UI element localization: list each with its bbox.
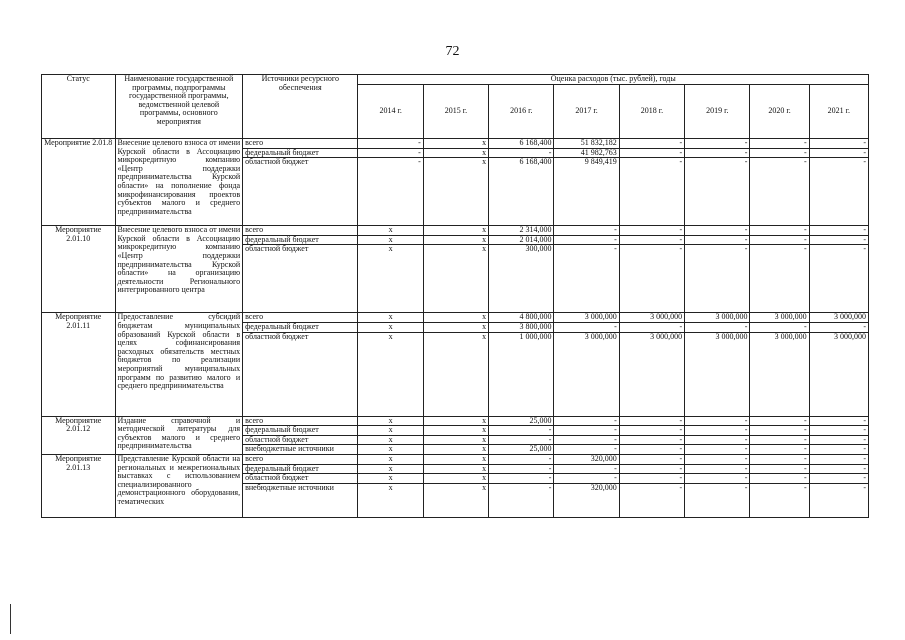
status-cell: Мероприятие 2.01.8 [42, 139, 116, 226]
value-cell: - [489, 426, 554, 436]
value-cell: - [358, 148, 423, 158]
value-cell: - [809, 464, 868, 474]
value-cell: - [619, 226, 684, 236]
value-cell: - [489, 464, 554, 474]
value-cell: - [750, 148, 809, 158]
value-cell: x [358, 454, 423, 464]
value-cell: - [750, 435, 809, 445]
value-cell: - [619, 322, 684, 332]
status-cell: Мероприятие 2.01.13 [42, 454, 116, 517]
value-cell: - [750, 139, 809, 149]
value-cell: - [685, 474, 750, 484]
value-cell: - [685, 226, 750, 236]
value-cell: - [750, 445, 809, 455]
value-cell: - [809, 426, 868, 436]
source-cell: областной бюджет [243, 474, 358, 484]
source-cell: федеральный бюджет [243, 235, 358, 245]
value-cell: - [554, 435, 619, 445]
value-cell: - [619, 148, 684, 158]
value-cell: - [809, 158, 868, 226]
value-cell: 1 000,000 [489, 332, 554, 416]
value-cell: - [750, 426, 809, 436]
value-cell: 320,000 [554, 454, 619, 464]
event-name-cell: Внесение целевого взноса от имени Курской области в Ассоциацию микрокредитную компанию «Центр поддержки предпринимательства Курской области» на организацию деятельности Регионального интегрированного центра [115, 226, 243, 313]
value-cell: x [423, 322, 488, 332]
value-cell: - [809, 454, 868, 464]
value-cell: - [750, 483, 809, 517]
value-cell: x [358, 332, 423, 416]
value-cell: x [358, 235, 423, 245]
value-cell: - [358, 158, 423, 226]
value-cell: 2 014,000 [489, 235, 554, 245]
value-cell: - [554, 474, 619, 484]
value-cell: - [750, 245, 809, 313]
header-year: 2021 г. [809, 85, 868, 139]
header-name: Наименование государственной программы, подпрограммы государственной программы, ведомственной целевой программы, основного мероприятия [115, 75, 243, 139]
status-cell: Мероприятие 2.01.11 [42, 313, 116, 416]
value-cell: - [685, 454, 750, 464]
value-cell: - [489, 454, 554, 464]
value-cell: x [358, 474, 423, 484]
value-cell: - [750, 474, 809, 484]
value-cell: - [750, 416, 809, 426]
source-cell: всего [243, 226, 358, 236]
header-year: 2020 г. [750, 85, 809, 139]
value-cell: - [554, 226, 619, 236]
table-row [42, 454, 869, 464]
table-row [42, 226, 869, 236]
source-cell: федеральный бюджет [243, 426, 358, 436]
source-cell: всего [243, 454, 358, 464]
value-cell: x [358, 322, 423, 332]
value-cell: - [750, 226, 809, 236]
source-cell: федеральный бюджет [243, 322, 358, 332]
value-cell: x [423, 426, 488, 436]
expenditure-table [41, 74, 869, 518]
value-cell: 3 000,000 [750, 313, 809, 323]
header-year: 2014 г. [358, 85, 423, 139]
value-cell: - [809, 483, 868, 517]
value-cell: - [619, 139, 684, 149]
value-cell: - [619, 483, 684, 517]
value-cell: 300,000 [489, 245, 554, 313]
value-cell: - [809, 322, 868, 332]
value-cell: x [423, 332, 488, 416]
value-cell: x [358, 464, 423, 474]
header-year: 2018 г. [619, 85, 684, 139]
value-cell: 3 000,000 [750, 332, 809, 416]
header-year: 2015 г. [423, 85, 488, 139]
source-cell: внебюджетные источники [243, 445, 358, 455]
value-cell: - [685, 158, 750, 226]
value-cell: 6 168,400 [489, 139, 554, 149]
value-cell: x [423, 483, 488, 517]
value-cell: 4 800,000 [489, 313, 554, 323]
header-estimate: Оценка расходов (тыс. рублей), годы [358, 75, 869, 85]
value-cell: x [423, 148, 488, 158]
value-cell: - [809, 235, 868, 245]
value-cell: 3 000,000 [685, 332, 750, 416]
header-sources: Источники ресурсного обеспечения [243, 75, 358, 139]
value-cell: - [809, 474, 868, 484]
value-cell: - [554, 245, 619, 313]
value-cell: 3 800,000 [489, 322, 554, 332]
value-cell: - [750, 235, 809, 245]
value-cell: - [685, 464, 750, 474]
value-cell: 3 000,000 [619, 332, 684, 416]
value-cell: - [619, 416, 684, 426]
value-cell: x [358, 245, 423, 313]
value-cell: x [423, 454, 488, 464]
source-cell: всего [243, 416, 358, 426]
value-cell: x [423, 245, 488, 313]
value-cell: x [423, 158, 488, 226]
event-name-cell: Внесение целевого взноса от имени Курской области в Ассоциацию микрокредитную компанию «Центр поддержки предпринимательства Курской области» на пополнение фонда микрофинансирования проектов субъектов малого и среднего предпринимательства [115, 139, 243, 226]
value-cell: - [685, 435, 750, 445]
value-cell: - [685, 245, 750, 313]
value-cell: - [809, 445, 868, 455]
value-cell: - [489, 148, 554, 158]
value-cell: - [809, 226, 868, 236]
value-cell: x [423, 445, 488, 455]
value-cell: - [619, 426, 684, 436]
value-cell: x [423, 313, 488, 323]
value-cell: - [685, 139, 750, 149]
value-cell: - [554, 445, 619, 455]
value-cell: - [750, 158, 809, 226]
value-cell: - [619, 445, 684, 455]
source-cell: федеральный бюджет [243, 464, 358, 474]
value-cell: - [809, 245, 868, 313]
value-cell: - [685, 235, 750, 245]
source-cell: областной бюджет [243, 158, 358, 226]
value-cell: - [489, 435, 554, 445]
value-cell: 320,000 [554, 483, 619, 517]
source-cell: всего [243, 139, 358, 149]
value-cell: 9 849,419 [554, 158, 619, 226]
source-cell: внебюджетные источники [243, 483, 358, 517]
value-cell: x [423, 139, 488, 149]
value-cell: - [685, 322, 750, 332]
value-cell: - [619, 435, 684, 445]
source-cell: областной бюджет [243, 435, 358, 445]
value-cell: 51 832,182 [554, 139, 619, 149]
value-cell: - [554, 426, 619, 436]
value-cell: - [619, 454, 684, 464]
value-cell: x [358, 313, 423, 323]
source-cell: федеральный бюджет [243, 148, 358, 158]
table-body [42, 139, 869, 518]
header-year: 2016 г. [489, 85, 554, 139]
source-cell: областной бюджет [243, 332, 358, 416]
page-number: 72 [445, 44, 460, 59]
source-cell: всего [243, 313, 358, 323]
event-name-cell: Издание справочной и методической литературы для субъектов малого и среднего предпринимательства [115, 416, 243, 454]
value-cell: - [685, 148, 750, 158]
value-cell: 2 314,000 [489, 226, 554, 236]
value-cell: 3 000,000 [554, 313, 619, 323]
value-cell: 25,000 [489, 445, 554, 455]
value-cell: - [809, 148, 868, 158]
value-cell: 3 000,000 [685, 313, 750, 323]
status-cell: Мероприятие 2.01.10 [42, 226, 116, 313]
value-cell: - [685, 416, 750, 426]
event-name-cell: Предоставление субсидий бюджетам муниципальных образований Курской области в целях софинансирования расходных обязательств местных бюджетов по реализации мероприятий муниципальных программ по развитию малого и среднего предпринимательства [115, 313, 243, 416]
value-cell: x [358, 435, 423, 445]
value-cell: - [619, 474, 684, 484]
value-cell: - [809, 139, 868, 149]
value-cell: - [554, 464, 619, 474]
value-cell: x [358, 483, 423, 517]
value-cell: - [750, 322, 809, 332]
value-cell: 3 000,000 [554, 332, 619, 416]
value-cell: - [685, 445, 750, 455]
value-cell: - [619, 464, 684, 474]
value-cell: - [685, 426, 750, 436]
value-cell: - [358, 139, 423, 149]
status-cell: Мероприятие 2.01.12 [42, 416, 116, 454]
value-cell: x [423, 416, 488, 426]
value-cell: 41 982,763 [554, 148, 619, 158]
value-cell: - [809, 435, 868, 445]
value-cell: - [554, 322, 619, 332]
header-year: 2019 г. [685, 85, 750, 139]
value-cell: - [809, 416, 868, 426]
value-cell: - [619, 235, 684, 245]
value-cell: - [554, 235, 619, 245]
value-cell: x [423, 474, 488, 484]
event-name-cell: Представление Курской области на региональных и межрегиональных выставках с использованием специализированного демонстрационного оборудования, тематических [115, 454, 243, 517]
header-year: 2017 г. [554, 85, 619, 139]
value-cell: - [489, 474, 554, 484]
value-cell: 3 000,000 [809, 313, 868, 323]
value-cell: x [358, 226, 423, 236]
value-cell: - [554, 416, 619, 426]
value-cell: - [489, 483, 554, 517]
value-cell: 6 168,400 [489, 158, 554, 226]
value-cell: 3 000,000 [619, 313, 684, 323]
value-cell: - [750, 454, 809, 464]
value-cell: x [358, 426, 423, 436]
value-cell: x [358, 416, 423, 426]
value-cell: - [750, 464, 809, 474]
margin-mark [10, 604, 11, 634]
table-row [42, 139, 869, 149]
value-cell: x [358, 445, 423, 455]
value-cell: x [423, 235, 488, 245]
value-cell: - [619, 158, 684, 226]
value-cell: x [423, 464, 488, 474]
value-cell: 25,000 [489, 416, 554, 426]
value-cell: x [423, 435, 488, 445]
value-cell: x [423, 226, 488, 236]
source-cell: областной бюджет [243, 245, 358, 313]
value-cell: - [619, 245, 684, 313]
value-cell: 3 000,000 [809, 332, 868, 416]
header-status: Статус [42, 75, 116, 139]
value-cell: - [685, 483, 750, 517]
